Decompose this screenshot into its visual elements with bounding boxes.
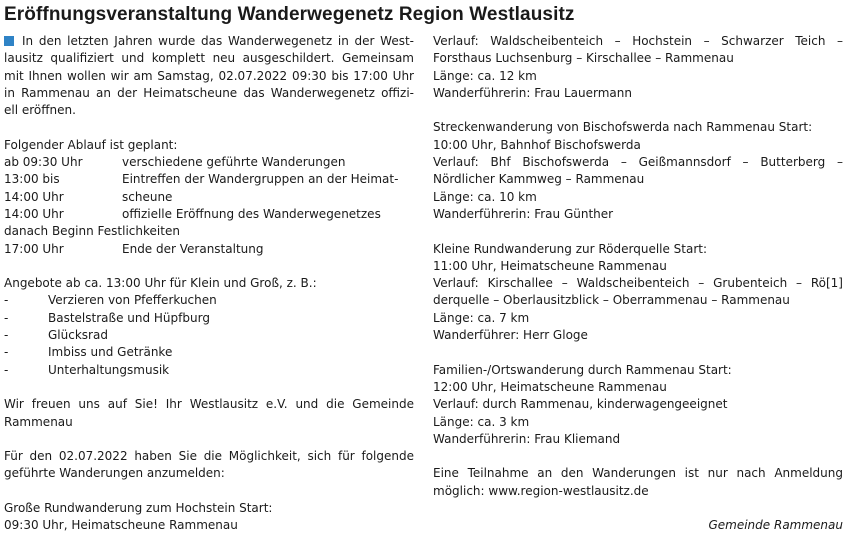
schedule-row [4, 189, 414, 206]
schedule-text: Ende der Veranstaltung [122, 241, 264, 256]
offers-list [4, 292, 414, 378]
schedule-list [4, 154, 414, 258]
right-column [433, 33, 843, 500]
intro-line: lausitz qualifiziert und komplett neu ausgeschildert. Gemeinsam [4, 51, 414, 66]
schedule-time: 17:00 Uhr [4, 241, 64, 256]
list-item: - Imbiss und Getränke [4, 345, 173, 360]
schedule-time: 13:00 bis [4, 172, 60, 187]
registration-note: Eine Teilnahme an den Wanderungen ist nur nach Anmeldung möglich: www.region-westlausitz.de [433, 466, 843, 498]
left-column [4, 33, 414, 535]
intro-line: In den letzten Jahren wurde das Wanderwegenetz in der West- [22, 34, 414, 48]
signature: Gemeinde Rammenau [708, 518, 843, 532]
register-paragraph: Für den 02.07.2022 haben Sie die Möglichkeit, sich für folgende geführte Wanderungen anzumelden: [4, 449, 414, 481]
schedule-text: verschiedene geführte Wanderungen [122, 155, 346, 170]
intro-line: ell eröffnen. [4, 103, 76, 118]
blue-square-icon [4, 36, 14, 46]
schedule-time: danach Beginn Festlichkeiten [4, 224, 180, 239]
list-item: - Bastelstraße und Hüpfburg [4, 310, 210, 325]
schedule-time: ab 09:30 Uhr [4, 155, 83, 170]
article-title: Eröffnungsveranstaltung Wanderwegenetz Region Westlausitz [4, 4, 575, 25]
schedule-row [4, 206, 414, 223]
tour-bischofswerda: Streckenwanderung von Bischofswerda nach Rammenau Start: 10:00 Uhr, Bahnhof Bischofswerda Verlauf: Bhf Bischofswerda – Geißmannsdorf – Butterberg – Nördlicher Kammweg – Rammenau Länge: ca. 10 km Wanderführerin: Frau Günther [433, 120, 843, 221]
schedule-text: Eintreffen der Wandergruppen an der Heimat- [122, 172, 399, 187]
intro-paragraph [4, 33, 414, 119]
closing-paragraph: Wir freuen uns auf Sie! Ihr Westlausitz e.V. und die Gemeinde Rammenau [4, 397, 414, 429]
list-item: - Glücksrad [4, 328, 108, 343]
intro-line: mit Ihnen wollen wir am Samstag, 02.07.2022 09:30 bis 17:00 Uhr [4, 68, 414, 83]
schedule-row [4, 223, 414, 240]
schedule-text: offizielle Eröffnung des Wanderwegenetzes [122, 206, 381, 221]
tour-rammenau: Familien-/Ortswanderung durch Rammenau Start: 12:00 Uhr, Heimatscheune Rammenau Verlauf: durch Rammenau, kinderwagengeeignet Länge: ca. 3 km Wanderführerin: Frau Kliemand [433, 362, 732, 446]
tour-hochstein-details: Verlauf: Waldscheibenteich – Hochstein – Schwarzer Teich – Forsthaus Luchsenburg – Kirschallee – Rammenau Länge: ca. 12 km Wanderführerin: Frau Lauermann [433, 34, 843, 100]
schedule-row [4, 171, 414, 188]
schedule-time: 14:00 Uhr [4, 189, 64, 204]
schedule-time: 14:00 Uhr [4, 206, 64, 221]
tour-hochstein-start: Große Rundwanderung zum Hochstein Start: 09:30 Uhr, Heimatscheune Rammenau [4, 501, 273, 533]
list-item: - Verzieren von Pfefferkuchen [4, 293, 217, 308]
schedule-text: scheune [122, 189, 173, 204]
list-item: - Unterhaltungsmusik [4, 362, 170, 377]
schedule-row [4, 241, 414, 258]
schedule-heading: Folgender Ablauf ist geplant: [4, 137, 178, 152]
schedule-row [4, 154, 414, 171]
intro-line: in Rammenau an der Heimatscheune das Wanderwegenetz offizi- [4, 85, 414, 100]
offers-heading: Angebote ab ca. 13:00 Uhr für Klein und Groß, z. B.: [4, 276, 317, 291]
tour-roederquelle: Kleine Rundwanderung zur Röderquelle Start: 11:00 Uhr, Heimatscheune Rammenau Verlauf: Kirschallee – Waldscheibenteich – Grubenteich – Rö[1] derquelle – Oberlausitzblick – Oberrammenau – Rammenau Länge: ca. 7 km Wanderführer: Herr Gloge [433, 241, 843, 343]
